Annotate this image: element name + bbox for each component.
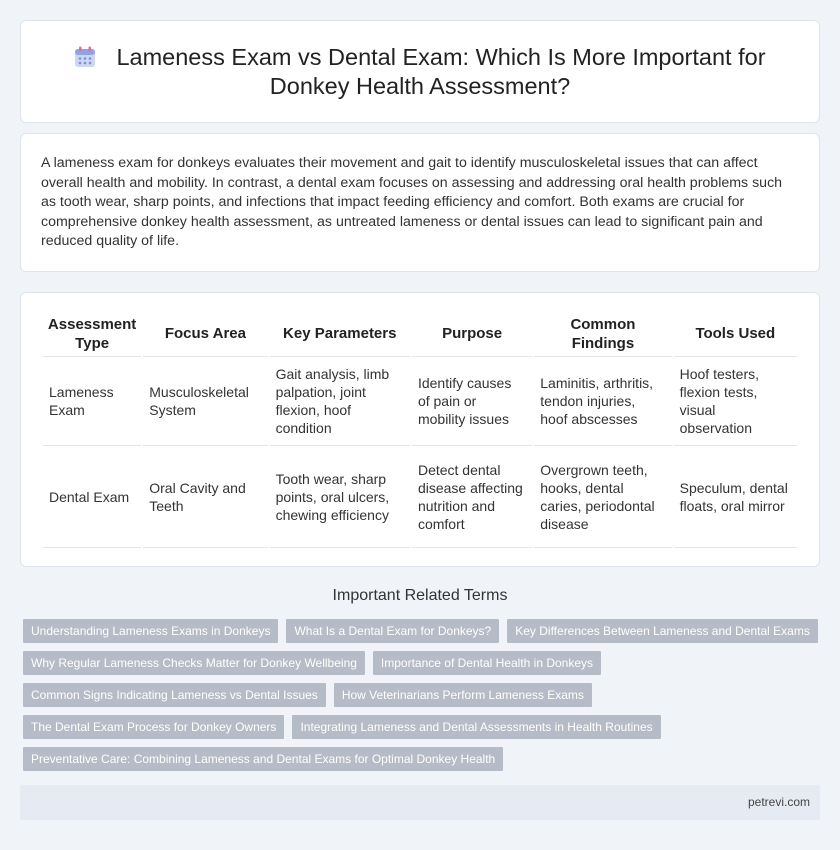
intro-paragraph: A lameness exam for donkeys evaluates their movement and gait to identify musculoskeletal issues that can affect overall health and mobility. In contrast, a dental exam focuses on assessing and addressing oral health problems such as tooth wear, sharp points, and infections that impact feeding efficiency and comfort. Both exams are crucial for comprehensive donkey health assessment, as untreated lameness or dental issues can lead to significant pain and reduced quality of life. [41, 155, 783, 250]
table-cell: Detect dental disease affecting nutrition and comfort [412, 446, 532, 548]
table-cell: Overgrown teeth, hooks, dental caries, periodontal disease [534, 446, 671, 548]
related-term-link[interactable]: The Dental Exam Process for Donkey Owners [23, 715, 284, 739]
table-cell: Speculum, dental floats, oral mirror [674, 446, 797, 548]
related-term-link[interactable]: How Veterinarians Perform Lameness Exams [334, 683, 592, 707]
header-focus-area: Focus Area [143, 311, 267, 357]
header-assessment-type: Assessment Type [43, 311, 141, 357]
title-card [20, 20, 820, 123]
header-purpose: Purpose [412, 311, 532, 357]
related-term-link[interactable]: Key Differences Between Lameness and Dental Exams [507, 619, 818, 643]
table-row [43, 357, 797, 446]
table-cell: Laminitis, arthritis, tendon injuries, hoof abscesses [534, 357, 671, 446]
table-cell: Lameness Exam [43, 357, 141, 446]
header-key-parameters: Key Parameters [270, 311, 410, 357]
footer [20, 785, 820, 820]
related-term-link[interactable]: Why Regular Lameness Checks Matter for Donkey Wellbeing [23, 651, 365, 675]
tag-row [23, 683, 813, 707]
table-header-row [43, 311, 797, 357]
table-cell: Tooth wear, sharp points, oral ulcers, chewing efficiency [270, 446, 410, 548]
table-cell: Musculoskeletal System [143, 357, 267, 446]
table-cell: Gait analysis, limb palpation, joint flexion, hoof condition [270, 357, 410, 446]
comparison-table [41, 311, 799, 548]
title-line-2: Donkey Health Assessment? [269, 73, 571, 99]
intro-card [20, 133, 820, 272]
table-row [43, 446, 797, 548]
header-tools-used: Tools Used [674, 311, 797, 357]
table-cell: Dental Exam [43, 446, 141, 548]
tag-row [23, 651, 813, 675]
title-line-1: Lameness Exam vs Dental Exam: Which Is More Important for [116, 44, 766, 70]
comparison-table-card [20, 292, 820, 567]
table-cell: Hoof testers, flexion tests, visual observation [674, 357, 797, 446]
related-term-link[interactable]: Integrating Lameness and Dental Assessments in Health Routines [292, 715, 660, 739]
table-cell: Identify causes of pain or mobility issues [412, 357, 532, 446]
related-term-link[interactable]: Preventative Care: Combining Lameness and Dental Exams for Optimal Donkey Health [23, 747, 503, 771]
related-term-link[interactable]: What Is a Dental Exam for Donkeys? [286, 619, 499, 643]
related-term-link[interactable]: Understanding Lameness Exams in Donkeys [23, 619, 278, 643]
related-term-link[interactable]: Common Signs Indicating Lameness vs Dental Issues [23, 683, 326, 707]
calendar-icon [74, 46, 96, 68]
page-title [21, 43, 819, 101]
related-terms-list [23, 619, 813, 779]
header-common-findings: Common Findings [534, 311, 671, 357]
table-cell: Oral Cavity and Teeth [143, 446, 267, 548]
related-terms-heading: Important Related Terms [332, 587, 508, 604]
footer-site-link[interactable]: petrevi.com [747, 795, 810, 809]
tag-row [23, 619, 813, 643]
tag-row [23, 715, 813, 739]
tag-row [23, 747, 813, 771]
related-term-link[interactable]: Importance of Dental Health in Donkeys [373, 651, 601, 675]
